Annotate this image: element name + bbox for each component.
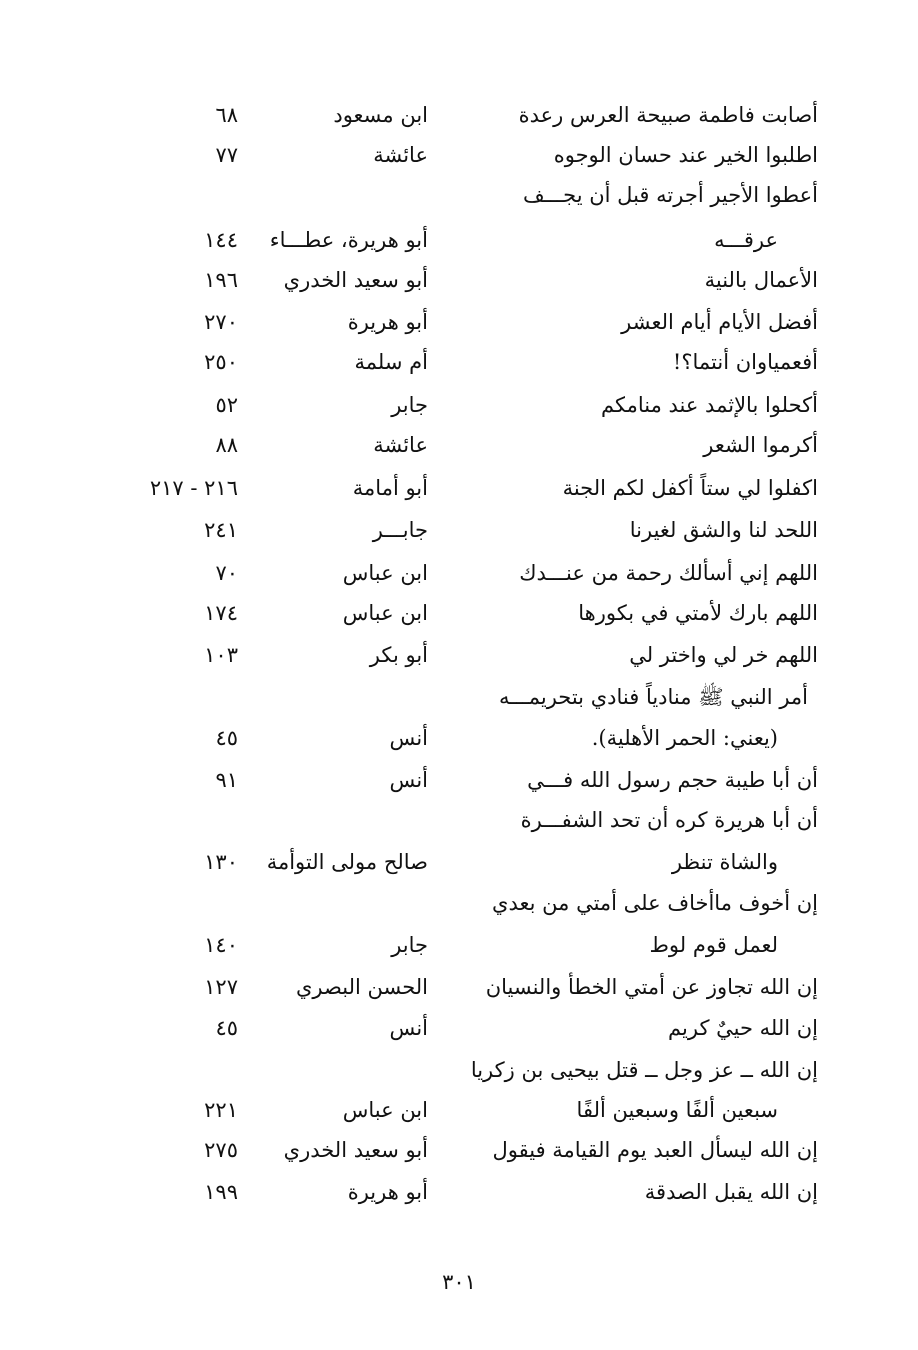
index-entry bbox=[0, 220, 918, 260]
index-entry bbox=[0, 1050, 918, 1090]
page-reference: ٩١ bbox=[215, 768, 238, 792]
page-reference: ١٩٦ bbox=[204, 268, 238, 292]
hadith-text: أكحلوا بالإثمد عند منامكم bbox=[601, 393, 818, 417]
hadith-text: (يعني: الحمر الأهلية). bbox=[591, 726, 778, 750]
hadith-text: إن الله ــ عز وجل ــ قتل بيحيى بن زكريا bbox=[470, 1058, 818, 1082]
page-reference: ١٧٤ bbox=[204, 601, 238, 625]
hadith-text: أمر النبي ﷺ منادياً فنادي بتحريمـــه bbox=[499, 685, 808, 709]
narrator: صالح مولى التوأمة bbox=[266, 850, 428, 874]
page-reference: ٢٥٠ bbox=[204, 350, 238, 374]
index-entry bbox=[0, 635, 918, 675]
narrator: أبو سعيد الخدري bbox=[283, 268, 428, 292]
hadith-text: إن أخوف ماأخاف على أمتي من بعدي bbox=[492, 891, 818, 915]
index-entry bbox=[0, 883, 918, 923]
index-entry bbox=[0, 1008, 918, 1048]
hadith-text: إن الله تجاوز عن أمتي الخطأ والنسيان bbox=[485, 975, 818, 999]
index-entry bbox=[0, 385, 918, 425]
index-entry bbox=[0, 842, 918, 882]
index-entry bbox=[0, 1130, 918, 1170]
index-entry bbox=[0, 760, 918, 800]
hadith-text: أعطوا الأجير أجرته قبل أن يجـــف bbox=[522, 183, 818, 207]
narrator: أبو سعيد الخدري bbox=[283, 1138, 428, 1162]
index-entry bbox=[0, 925, 918, 965]
narrator: أنس bbox=[389, 768, 428, 792]
hadith-text: اللهم إني أسألك رحمة من عنـــدك bbox=[519, 561, 818, 585]
narrator: أم سلمة bbox=[354, 350, 428, 374]
page-reference: ١٠٣ bbox=[204, 643, 238, 667]
hadith-text: إن الله يقبل الصدقة bbox=[644, 1180, 818, 1204]
hadith-text: أن أبا هريرة كره أن تحد الشفـــرة bbox=[520, 808, 818, 832]
hadith-text: عرقـــه bbox=[714, 228, 778, 252]
index-entry bbox=[0, 342, 918, 382]
narrator: الحسن البصري bbox=[296, 975, 428, 999]
page-reference: ٥٢ bbox=[215, 393, 238, 417]
page-reference: ٢٧٥ bbox=[204, 1138, 238, 1162]
page-reference: ١٤٠ bbox=[204, 933, 238, 957]
index-entry bbox=[0, 302, 918, 342]
page-reference: ٤٥ bbox=[215, 726, 238, 750]
hadith-text: اللهم خر لي واختر لي bbox=[629, 643, 818, 667]
index-entry bbox=[0, 800, 918, 840]
page-reference: ٨٨ bbox=[215, 433, 238, 457]
narrator: ابن عباس bbox=[342, 601, 428, 625]
index-entry bbox=[0, 425, 918, 465]
index-entry bbox=[0, 718, 918, 758]
page-reference: ٦٨ bbox=[215, 103, 238, 127]
hadith-text: إن الله ليسأل العبد يوم القيامة فيقول bbox=[492, 1138, 818, 1162]
hadith-text: اللحد لنا والشق لغيرنا bbox=[629, 518, 818, 542]
narrator: أنس bbox=[389, 726, 428, 750]
hadith-text: اطلبوا الخير عند حسان الوجوه bbox=[553, 143, 818, 167]
index-entry bbox=[0, 95, 918, 135]
hadith-text: أن أبا طيبة حجم رسول الله فـــي bbox=[527, 768, 818, 792]
page-reference: ٢٧٠ bbox=[204, 310, 238, 334]
page-reference: ٧٠ bbox=[215, 561, 238, 585]
index-entry bbox=[0, 967, 918, 1007]
index-entry bbox=[0, 677, 918, 717]
narrator: عائشة bbox=[373, 433, 428, 457]
page-reference: ٧٧ bbox=[215, 143, 238, 167]
page-number: ٣٠١ bbox=[442, 1270, 476, 1294]
narrator: جابـــر bbox=[372, 518, 428, 542]
hadith-text: لعمل قوم لوط bbox=[649, 933, 778, 957]
index-entry bbox=[0, 593, 918, 633]
narrator: أبو أمامة bbox=[352, 476, 428, 500]
page-reference: ٢٤١ bbox=[204, 518, 238, 542]
page-reference: ٢١٦ - ٢١٧ bbox=[149, 476, 238, 500]
index-entry bbox=[0, 175, 918, 215]
index-entry bbox=[0, 553, 918, 593]
narrator: أبو هريرة، عطـــاء bbox=[269, 228, 428, 252]
hadith-text: الأعمال بالنية bbox=[704, 268, 818, 292]
index-entry bbox=[0, 135, 918, 175]
hadith-text: اللهم بارك لأمتي في بكورها bbox=[578, 601, 818, 625]
narrator: جابر bbox=[391, 393, 428, 417]
narrator: جابر bbox=[391, 933, 428, 957]
narrator: أبو هريرة bbox=[347, 310, 428, 334]
narrator: ابن مسعود bbox=[333, 103, 428, 127]
hadith-text: اكفلوا لي ستاً أكفل لكم الجنة bbox=[562, 476, 818, 500]
narrator: أنس bbox=[389, 1016, 428, 1040]
page-reference: ١٩٩ bbox=[204, 1180, 238, 1204]
narrator: ابن عباس bbox=[342, 561, 428, 585]
narrator: ابن عباس bbox=[342, 1098, 428, 1122]
index-entry bbox=[0, 1172, 918, 1212]
page-reference: ١٣٠ bbox=[204, 850, 238, 874]
page-reference: ٢٢١ bbox=[204, 1098, 238, 1122]
narrator: أبو هريرة bbox=[347, 1180, 428, 1204]
hadith-text: أفعمياوان أنتما؟! bbox=[672, 350, 818, 374]
narrator: أبو بكر bbox=[369, 643, 428, 667]
index-entry bbox=[0, 468, 918, 508]
hadith-text: سبعين ألفًا وسبعين ألفًا bbox=[576, 1098, 778, 1122]
page-reference: ١٢٧ bbox=[204, 975, 238, 999]
hadith-text: أفضل الأيام أيام العشر bbox=[621, 310, 818, 334]
hadith-text: والشاة تنظر bbox=[671, 850, 778, 874]
page-reference: ١٤٤ bbox=[204, 228, 238, 252]
narrator: عائشة bbox=[373, 143, 428, 167]
hadith-text: أصابت فاطمة صبيحة العرس رعدة bbox=[518, 103, 818, 127]
index-entry bbox=[0, 1090, 918, 1130]
index-entry bbox=[0, 510, 918, 550]
page-reference: ٤٥ bbox=[215, 1016, 238, 1040]
index-entry bbox=[0, 260, 918, 300]
hadith-text: إن الله حييٌ كريم bbox=[668, 1016, 818, 1040]
hadith-text: أكرموا الشعر bbox=[703, 433, 818, 457]
